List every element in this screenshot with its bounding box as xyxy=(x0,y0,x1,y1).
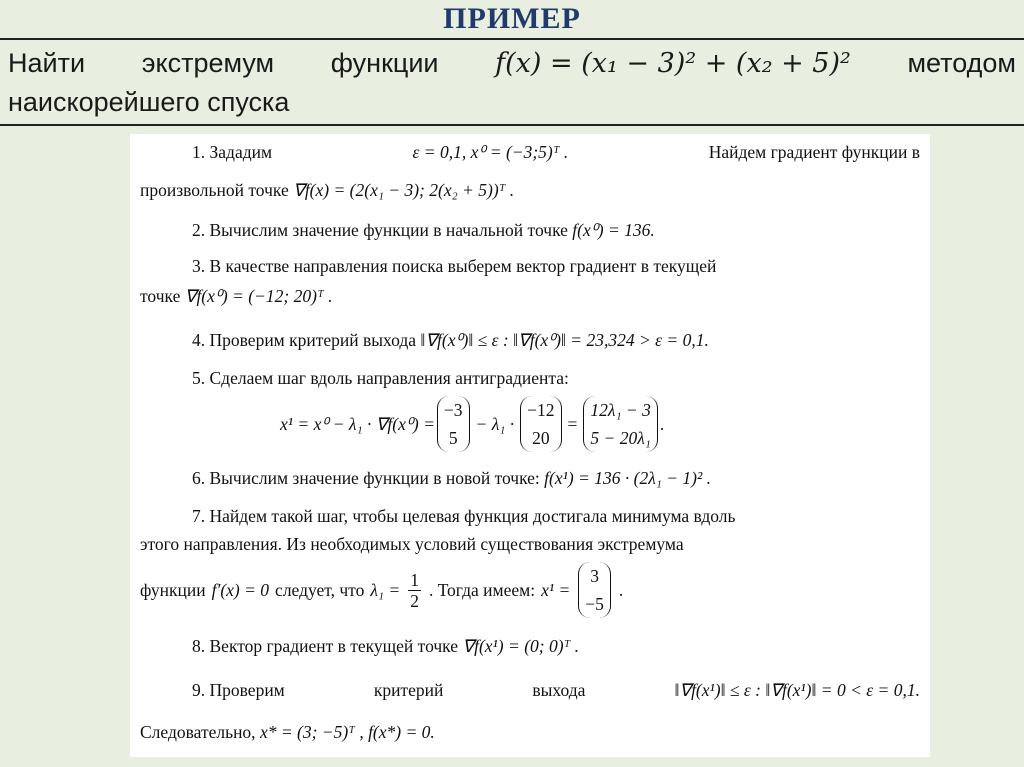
step-2-math: f(x⁰) = 136. xyxy=(572,220,655,240)
vector-gradient-top: −12 xyxy=(527,400,555,420)
step-4-math: ‖∇f(x⁰)‖ ≤ ε : ‖∇f(x⁰)‖ = 23,324 > ε = 0,1. xyxy=(420,330,709,350)
task-word-lead: Найти xyxy=(8,48,86,78)
step-8-text: 8. Вектор градиент в текущей точке xyxy=(192,636,459,656)
step-7-text-c1: функции xyxy=(140,579,206,600)
vector-x1 xyxy=(583,396,657,452)
step-7-derivative: f′(x) = 0 xyxy=(211,579,270,600)
step-7-text-c2: следует, что xyxy=(275,579,365,600)
step-3-line-2 xyxy=(140,286,920,307)
vector-x0-top: −3 xyxy=(443,400,463,420)
vector-x1-result-top: 3 xyxy=(590,566,599,586)
step-9-text-c: выхода xyxy=(532,680,586,700)
fraction-numerator: 1 xyxy=(410,569,419,590)
step-7-text-c3: . Тогда имеем: xyxy=(428,579,536,600)
vector-x1-bottom: 5 − 20λ₁ xyxy=(590,428,651,448)
step-8-math: ∇f(x¹) = (0; 0)ᵀ . xyxy=(462,636,580,656)
step-5-lhs: x¹ = x⁰ − λ₁ · ∇f(x⁰) = xyxy=(280,413,435,434)
equals-sign: = xyxy=(567,413,578,434)
vector-gradient-bottom: 20 xyxy=(532,428,550,448)
task-word-3: функции xyxy=(330,48,439,78)
step-1-gradient-formula: ∇f(x) = (2(x₁ − 3); 2(x₂ + 5))ᵀ . xyxy=(293,180,515,200)
step-5-formula xyxy=(140,396,920,452)
step-1-line-2 xyxy=(140,180,920,201)
step-7-line-3 xyxy=(140,562,920,618)
period-2: . xyxy=(618,579,624,600)
step-6-math: f(x¹) = 136 · (2λ₁ − 1)² . xyxy=(544,468,712,488)
task-line-2: наискорейшего спуска xyxy=(8,87,290,117)
step-9-text-a: 9. Проверим xyxy=(192,680,285,700)
step-2-text: 2. Вычислим значение функции в начальной точке xyxy=(192,220,568,240)
task-line-1 xyxy=(8,44,1016,83)
vector-x0-bottom: 5 xyxy=(448,428,458,448)
step-9-line xyxy=(140,680,920,701)
step-9-text-b: критерий xyxy=(373,680,444,700)
step-5-mid: − λ₁ · xyxy=(475,413,515,434)
conclusion-math: x* = (3; −5)ᵀ , f(x*) = 0. xyxy=(259,722,435,742)
top-divider xyxy=(0,38,1024,40)
vector-gradient xyxy=(520,396,561,452)
conclusion-line xyxy=(140,722,920,743)
step-1-math: ε = 0,1, x⁰ = (−3;5)ᵀ . xyxy=(412,142,569,162)
step-3-math: ∇f(x⁰) = (−12; 20)ᵀ . xyxy=(184,286,333,306)
period: . xyxy=(659,413,665,434)
step-2-line xyxy=(140,220,920,241)
vector-x1-result-bottom: −5 xyxy=(585,594,604,614)
vector-x1-top: 12λ₁ − 3 xyxy=(590,400,651,420)
step-9-math: ‖∇f(x¹)‖ ≤ ε : ‖∇f(x¹)‖ = 0 < ε = 0,1. xyxy=(674,680,920,700)
vector-x1-result xyxy=(578,562,611,618)
step-6-line xyxy=(140,468,920,489)
task-statement xyxy=(8,44,1016,121)
step-5-line: 5. Сделаем шаг вдоль направления антиградиента: xyxy=(192,368,569,388)
task-formula: f(x) = (x₁ − 3)² + (x₂ + 5)² xyxy=(495,48,851,79)
step-7-lambda: λ₁ = xyxy=(370,579,401,600)
step-3-text-b: точке xyxy=(140,286,181,306)
step-1-text-a: 1. Зададим xyxy=(192,142,273,162)
step-8-line xyxy=(140,636,920,657)
step-1-line-1 xyxy=(140,142,920,163)
step-1-text-b: Найдем градиент функции в xyxy=(708,142,920,162)
step-7-x1: x¹ = xyxy=(541,579,571,600)
conclusion-text: Следовательно, xyxy=(140,722,256,742)
step-1-text-c: произвольной точке xyxy=(140,180,289,200)
step-6-text: 6. Вычислим значение функции в новой точке: xyxy=(192,468,540,488)
bottom-divider xyxy=(0,124,1024,126)
vector-x0 xyxy=(437,396,470,452)
page-title: ПРИМЕР xyxy=(443,2,581,35)
step-7-line-1: 7. Найдем такой шаг, чтобы целевая функция достигала минимума вдоль xyxy=(192,506,736,526)
fraction-one-half xyxy=(408,570,421,611)
step-4-line xyxy=(140,330,920,351)
solution-sheet xyxy=(130,134,930,757)
task-word-tail: методом xyxy=(907,48,1016,78)
fraction-denominator: 2 xyxy=(410,590,419,611)
step-4-text: 4. Проверим критерий выхода xyxy=(192,330,417,350)
step-7-line-2: этого направления. Из необходимых условий существования экстремума xyxy=(140,534,684,554)
task-word-2: экстремум xyxy=(141,48,275,78)
step-3-line-1: 3. В качестве направления поиска выберем вектор градиент в текущей xyxy=(192,256,717,276)
